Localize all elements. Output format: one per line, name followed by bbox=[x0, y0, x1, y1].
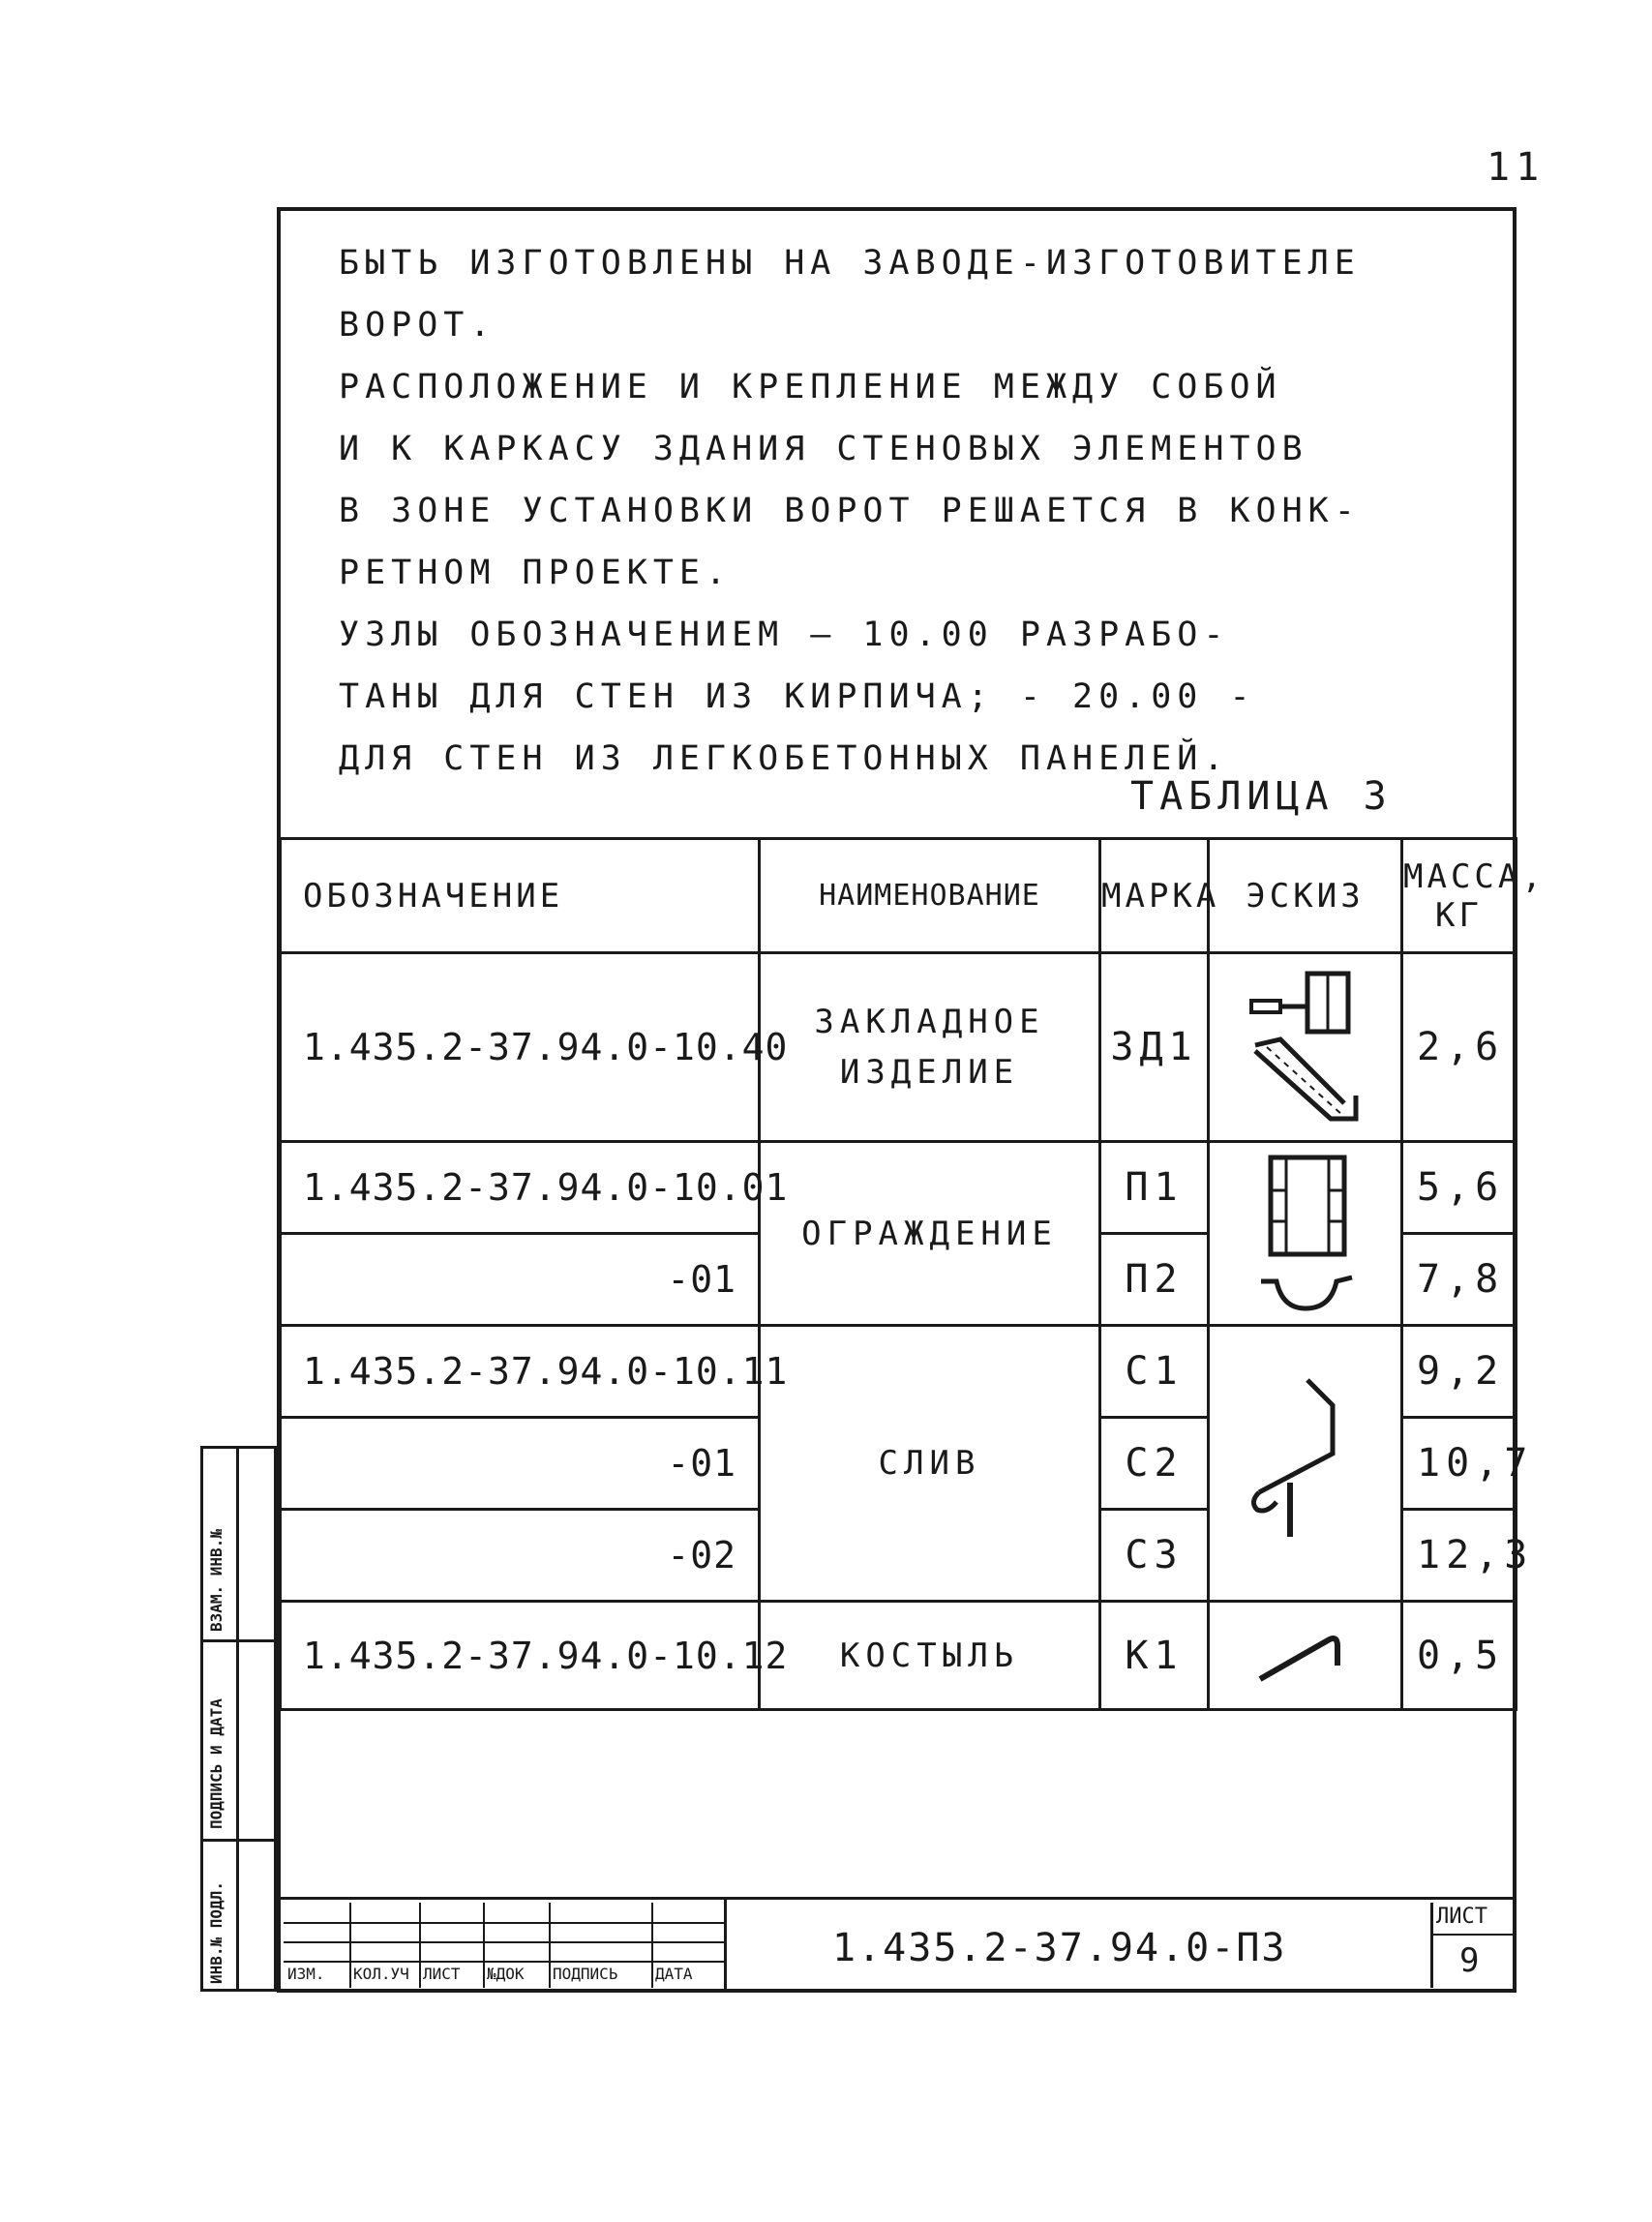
fence-sketch-icon bbox=[1247, 1152, 1364, 1316]
sketch-drain bbox=[1209, 1326, 1402, 1602]
cell-mass: 0,5 bbox=[1402, 1602, 1517, 1710]
sheet-label: ЛИСТ bbox=[1436, 1905, 1487, 1929]
label-date: ДАТА bbox=[655, 1965, 693, 1983]
spec-table bbox=[279, 837, 1546, 1711]
embedded-part-sketch-icon bbox=[1238, 970, 1373, 1125]
cell-mass: 5,6 bbox=[1402, 1142, 1517, 1234]
cell-mass: 9,2 bbox=[1402, 1326, 1517, 1418]
header-mass: МАССА, КГ bbox=[1402, 839, 1517, 953]
cell-designation: 1.435.2-37.94.0-10.12 bbox=[281, 1602, 760, 1710]
side-label-inv: ИНВ.№ ПОДЛ. bbox=[207, 1881, 225, 1984]
sketch-crutch bbox=[1209, 1602, 1402, 1710]
sheet-box-divider bbox=[1430, 1934, 1513, 1936]
header-mark: МАРКА bbox=[1100, 839, 1209, 953]
title-block-grid bbox=[284, 1903, 724, 1988]
cell-designation: -01 bbox=[281, 1418, 760, 1510]
side-label-replace: ВЗАМ. ИНВ.№ bbox=[207, 1529, 225, 1632]
sheet-number: 9 bbox=[1459, 1941, 1480, 1980]
side-strip-divider bbox=[236, 1446, 239, 1992]
cell-mass: 10,7 bbox=[1402, 1418, 1517, 1510]
table-header-row bbox=[281, 839, 1517, 953]
label-change: ИЗМ. bbox=[287, 1965, 325, 1983]
side-strip-divider bbox=[200, 1639, 277, 1642]
table-row bbox=[281, 1142, 1517, 1234]
cell-designation: 1.435.2-37.94.0-10.01 bbox=[281, 1142, 760, 1234]
side-label-signature: ПОДПИСЬ И ДАТА bbox=[207, 1698, 225, 1829]
table-row bbox=[281, 1602, 1517, 1710]
label-doc-number: №ДОК bbox=[487, 1965, 525, 1983]
drain-sketch-icon bbox=[1238, 1366, 1373, 1560]
cell-mark: П2 bbox=[1100, 1234, 1209, 1326]
cell-mark: С1 bbox=[1100, 1326, 1209, 1418]
sketch-fence bbox=[1209, 1142, 1402, 1326]
cell-name: КОСТЫЛЬ bbox=[760, 1602, 1100, 1710]
label-count: КОЛ.УЧ bbox=[353, 1965, 409, 1983]
label-signature: ПОДПИСЬ bbox=[553, 1965, 618, 1983]
cell-mass: 2,6 bbox=[1402, 953, 1517, 1142]
label-sheet: ЛИСТ bbox=[423, 1965, 461, 1983]
title-block-divider bbox=[724, 1897, 727, 1991]
cell-mark: П1 bbox=[1100, 1142, 1209, 1234]
cell-mark: С2 bbox=[1100, 1418, 1209, 1510]
cell-designation: -02 bbox=[281, 1510, 760, 1602]
cell-name: СЛИВ bbox=[760, 1326, 1100, 1602]
intro-text: БЫТЬ ИЗГОТОВЛЕНЫ НА ЗАВОДЕ-ИЗГОТОВИТЕЛЕ ВОРОТ. РАСПОЛОЖЕНИЕ И КРЕПЛЕНИЕ МЕЖДУ СОБОЙ И К КАРКАСУ ЗДАНИЯ СТЕНОВЫХ ЭЛЕМЕНТОВ В ЗОНЕ УСТАНОВКИ ВОРОТ РЕШАЕТСЯ В КОНК- РЕТНОМ ПРОЕКТЕ. УЗЛЫ ОБОЗНАЧЕНИЕМ — 10.00 РАЗРАБО- ТАНЫ ДЛЯ СТЕН ИЗ КИРПИЧА; - 20.00 - ДЛЯ СТЕН ИЗ ЛЕГКОБЕТОННЫХ ПАНЕЛЕЙ. bbox=[339, 244, 1361, 778]
document-code: 1.435.2-37.94.0-ПЗ bbox=[832, 1926, 1287, 1970]
header-sketch: ЭСКИЗ bbox=[1209, 839, 1402, 953]
header-name: НАИМЕНОВАНИЕ bbox=[760, 839, 1100, 953]
table-caption: ТАБЛИЦА 3 bbox=[1130, 774, 1393, 819]
cell-mark: К1 bbox=[1100, 1602, 1209, 1710]
cell-mark: ЗД1 bbox=[1100, 953, 1209, 1142]
header-designation: ОБОЗНАЧЕНИЕ bbox=[281, 839, 760, 953]
cell-name: ОГРАЖДЕНИЕ bbox=[760, 1142, 1100, 1326]
table-row bbox=[281, 1326, 1517, 1418]
side-strip-divider bbox=[200, 1839, 277, 1842]
cell-mass: 12,3 bbox=[1402, 1510, 1517, 1602]
title-block bbox=[279, 1897, 1515, 1900]
table-row bbox=[281, 953, 1517, 1142]
cell-name: ЗАКЛАДНОЕ ИЗДЕЛИЕ bbox=[760, 953, 1100, 1142]
cell-mass: 7,8 bbox=[1402, 1234, 1517, 1326]
cell-designation: 1.435.2-37.94.0-10.11 bbox=[281, 1326, 760, 1418]
cell-mark: С3 bbox=[1100, 1510, 1209, 1602]
sketch-embedded-part bbox=[1209, 953, 1402, 1142]
cell-designation: 1.435.2-37.94.0-10.40 bbox=[281, 953, 760, 1142]
page-number: 11 bbox=[1487, 145, 1546, 190]
crutch-sketch-icon bbox=[1252, 1627, 1359, 1685]
cell-designation: -01 bbox=[281, 1234, 760, 1326]
